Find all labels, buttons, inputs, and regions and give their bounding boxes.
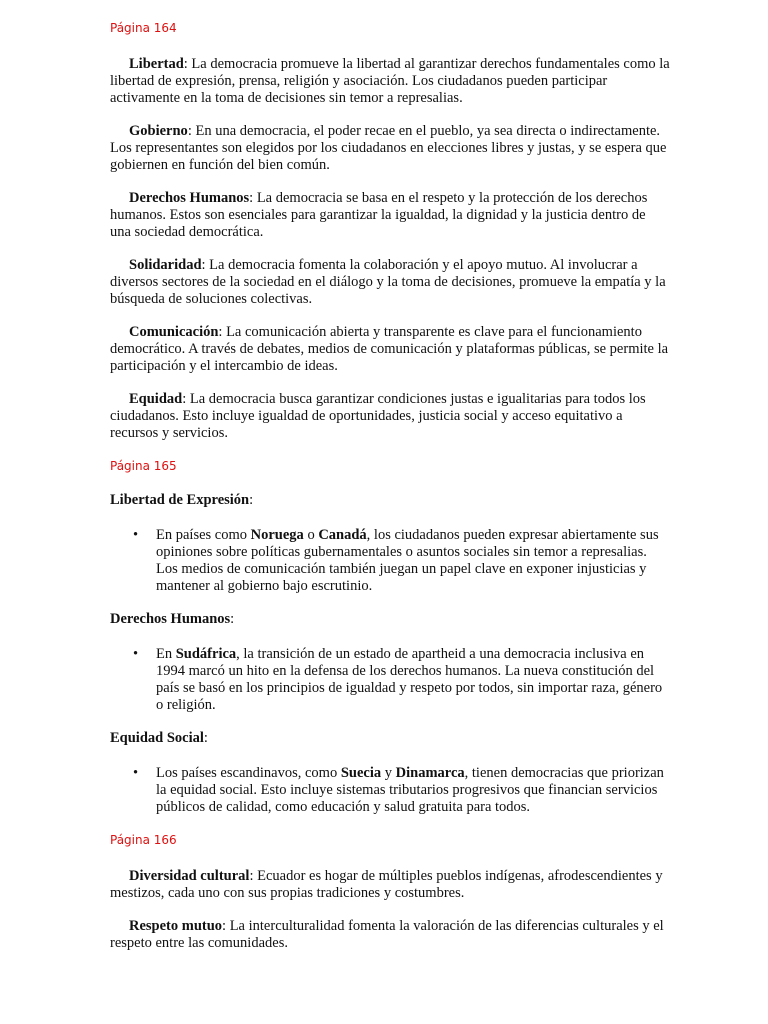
term-comunicacion: Comunicación	[129, 324, 219, 340]
country-canada: Canadá	[318, 527, 367, 543]
page-number-166: Página 166	[110, 833, 177, 847]
bullet-icon: •	[133, 527, 139, 543]
page-number-165: Página 165	[110, 459, 177, 473]
definition-solidaridad: : La democracia fomenta la colaboración y el apoyo mutuo. Al involucrar a diversos sectores de la sociedad en el diálogo y la toma de decisiones, promueve la empatía y la búsqueda de soluciones colectivas.	[110, 257, 666, 307]
paragraph-gobierno	[110, 123, 670, 174]
heading-colon: :	[249, 492, 254, 508]
list-item-text: , tienen democracias que priorizan la equidad social. Esto incluye sistemas tributarios progresivos que financian servicios públicos de calidad, como educación y salud gratuita para todos.	[156, 765, 664, 815]
page-number-164: Página 164	[110, 21, 177, 35]
country-sudafrica: Sudáfrica	[175, 646, 237, 662]
definition-libertad: : La democracia promueve la libertad al garantizar derechos fundamentales como la libertad de expresión, prensa, religión y asociación. Los ciudadanos pueden participar activamente en la toma de decisiones sin temor a represalias.	[110, 56, 670, 106]
heading-equidad-social	[110, 730, 670, 747]
heading-colon: :	[203, 730, 208, 746]
bullet-list-derechos	[110, 646, 670, 714]
term-libertad: Libertad	[129, 56, 184, 72]
bullet-icon: •	[133, 765, 139, 781]
list-item-text: Los países escandinavos, como	[156, 765, 341, 781]
list-item-text: En	[156, 646, 176, 662]
definition-derechos-humanos: : La democracia se basa en el respeto y la protección de los derechos humanos. Estos son esenciales para garantizar la igualdad, la dignidad y la justicia dentro de una sociedad democrática.	[110, 190, 648, 240]
heading-libertad-expresion-text: Libertad de Expresión	[110, 492, 250, 508]
term-gobierno: Gobierno	[129, 123, 188, 139]
paragraph-libertad	[110, 56, 670, 107]
definition-respeto-mutuo: : La interculturalidad fomenta la valoración de las diferencias culturales y el respeto entre las comunidades.	[110, 918, 664, 951]
term-derechos-humanos: Derechos Humanos	[129, 190, 250, 206]
country-suecia: Suecia	[340, 765, 382, 781]
country-noruega: Noruega	[250, 527, 304, 543]
bullet-list-equidad	[110, 765, 670, 816]
list-item	[110, 527, 670, 595]
paragraph-comunicacion	[110, 324, 670, 375]
list-item	[110, 765, 670, 816]
list-item-text: En países como	[156, 527, 251, 543]
term-respeto-mutuo: Respeto mutuo	[129, 918, 223, 934]
heading-derechos-humanos-text: Derechos Humanos	[110, 611, 231, 627]
list-item-text: , los ciudadanos pueden expresar abiertamente sus opiniones sobre políticas gubernamentales o asuntos sociales sin temor a represalias. Los medios de comunicación también juegan un papel clave en exponer injusticias y mantener al gobierno bajo escrutinio.	[156, 527, 659, 594]
heading-derechos-humanos	[110, 611, 670, 628]
list-item-text: , la transición de un estado de apartheid a una democracia inclusiva en 1994 marcó un hito en la defensa de los derechos humanos. La nueva constitución del país se basó en los principios de igualdad y respeto por todos, sin importar raza, género o religión.	[156, 646, 663, 713]
paragraph-equidad	[110, 391, 670, 442]
term-equidad: Equidad	[129, 391, 183, 407]
heading-colon: :	[230, 611, 235, 627]
paragraph-respeto-mutuo	[110, 918, 670, 952]
list-item-text: o	[303, 527, 319, 543]
heading-equidad-social-text: Equidad Social	[110, 730, 204, 746]
definition-comunicacion: : La comunicación abierta y transparente es clave para el funcionamiento democrático. A través de debates, medios de comunicación y plataformas públicas, se permite la participación y el intercambio de ideas.	[110, 324, 669, 374]
paragraph-diversidad-cultural	[110, 868, 670, 902]
definition-diversidad-cultural: : Ecuador es hogar de múltiples pueblos indígenas, afrodescendientes y mestizos, cada uno con sus propias tradiciones y costumbres.	[110, 868, 663, 901]
term-solidaridad: Solidaridad	[129, 257, 202, 273]
paragraph-solidaridad	[110, 257, 670, 308]
paragraph-derechos-humanos	[110, 190, 670, 241]
list-item	[110, 646, 670, 714]
bullet-icon: •	[133, 646, 139, 662]
term-diversidad-cultural: Diversidad cultural	[129, 868, 250, 884]
definition-equidad: : La democracia busca garantizar condiciones justas e igualitarias para todos los ciudadanos. Esto incluye igualdad de oportunidades, justicia social y acceso equitativo a recursos y servicios.	[110, 391, 646, 441]
list-item-text: y	[381, 765, 396, 781]
country-dinamarca: Dinamarca	[395, 765, 465, 781]
document-page	[110, 20, 670, 952]
bullet-list-libertad	[110, 527, 670, 595]
definition-gobierno: : En una democracia, el poder recae en el pueblo, ya sea directa o indirectamente. Los representantes son elegidos por los ciudadanos en elecciones libres y justas, y se espera que gobiernen en función del bien común.	[110, 123, 667, 173]
heading-libertad-expresion	[110, 492, 670, 509]
